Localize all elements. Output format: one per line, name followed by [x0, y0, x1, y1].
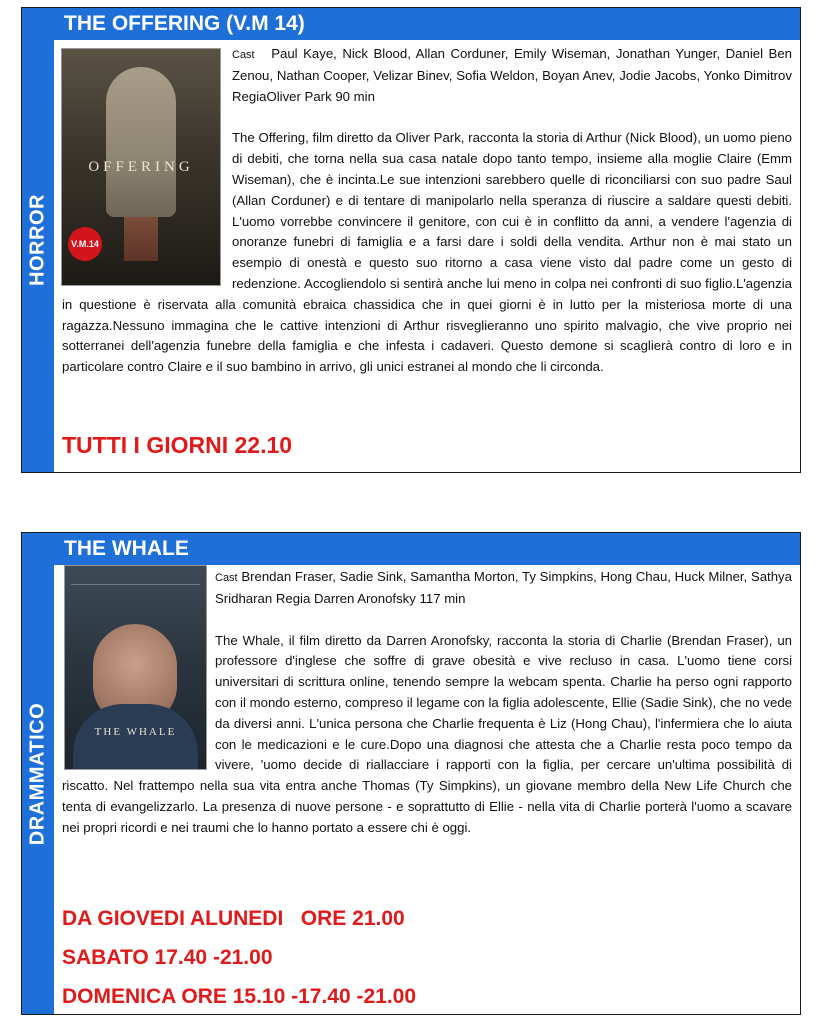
film-card-the-whale: [21, 532, 801, 1015]
cast-text: Brendan Fraser, Sadie Sink, Samantha Morton, Ty Simpkins, Hong Chau, Huck Milner, Sathya Sridharan Regia Darren Aronofsky 117 min: [215, 569, 792, 606]
schedule-line: TUTTI I GIORNI 22.10: [62, 432, 293, 458]
schedule-line: DOMENICA ORE 15.10 -17.40 -21.00: [62, 985, 417, 1008]
film-details: [62, 44, 792, 378]
poster-title: OFFERING: [88, 159, 194, 175]
cast-paragraph: [232, 44, 792, 107]
synopsis: The Whale, il film diretto da Darren Aronofsky, racconta la storia di Charlie (Brendan Fraser), un professore d'inglese che soffre di grave obesità e vive recluso in casa. L'uomo tiene corsi universitari di scrittura online, tenendo sempre la webcam spenta. Charlie ha perso ogni rapporto con il mondo esterno, compreso il legame con la figlia adolescente, Ellie (Sadie Sink), che no vede da diversi anni. L'unica persona che Charlie frequenta è Liz (Hong Chau), l'infermiera che lo aiuta con le medicazioni e le cure.Dopo una diagnosi che attesta che a Charlie resta poco tempo da vivere, 'uomo decide di riallacciare i rapporti con la figlia, per cercare un'ultima possibilità di riscatto. Nel frattempo nella sua vita entra anche Thomas (Ty Simpkins), un giovane membro della New Life Church che tenta di evangelizzarlo. La presenza di nuove persone - e soprattutto di Ellie - nella vita di Charlie porterà l'uomo a scavare nei propri ricordi e nei traumi che lo hanno portato a essere chi è oggi.: [62, 632, 792, 835]
poster-title: THE WHALE: [94, 726, 177, 738]
schedule: [62, 899, 416, 1016]
cast-label: Cast: [232, 49, 255, 61]
film-card-the-offering: [21, 7, 801, 473]
synopsis: The Offering, film diretto da Oliver Park, racconta la storia di Arthur (Nick Blood), un uomo pieno di debiti, che torna nella sua casa natale dopo tanto tempo, insieme alla moglie Claire (Emm Wiseman), che è incinta.Le sue intenzioni sarebbero quelle di riconciliarsi con suo padre Saul (Allan Corduner) e di tentare di manipolarlo nella speranza di riuscire a saldare questi debiti. L'uomo vorrebbe convincere il genitore, con cui è in conflitto da anni, a vendere l'agenzia di onoranze funebri di famiglia e a farsi dare i soldi della vendita. Arthur non è mai stato un esempio di onestà e questo suo ritorno a casa viene visto dal padre come un gesto di redenzione. Accogliendolo si sentirà anche lui meno in colpa nei confronti di suo figlio.L'agenzia in questione è riservata alla comunità ebraica chassidica che in quei giorni è in lutto per la misteriosa morte di una ragazza.Nessuno immagina che le cattive intenzioni di Arthur risveglieranno uno spirito malvagio, che vive proprio nei sotterranei dell'agenzia funebre della famiglia e che infesta i cadaveri. Questo demone si scaglierà contro di loro e in particolare contro Claire e il suo bambino in arrivo, gli unici estranei al mondo che li circonda.: [62, 130, 792, 375]
genre-label: HORROR: [26, 194, 49, 286]
film-details: [62, 567, 792, 839]
schedule-line: DA GIOVEDI ALUNEDI ORE 21.00: [62, 907, 405, 930]
age-rating-badge: V.M.14: [68, 227, 102, 261]
film-title: THE WHALE: [54, 533, 800, 565]
genre-sidebar: [22, 8, 54, 472]
genre-sidebar: [22, 533, 54, 1014]
genre-label: DRAMMATICO: [26, 702, 49, 845]
schedule-line: SABATO 17.40 -21.00: [62, 946, 273, 969]
cast-paragraph: [215, 567, 792, 610]
cast-label: Cast: [215, 572, 238, 584]
cast-text: Paul Kaye, Nick Blood, Allan Corduner, Emily Wiseman, Jonathan Yunger, Daniel Ben Zenou, Nathan Cooper, Velizar Binev, Sofia Weldon, Boyan Anev, Jodie Jacobs, Yonko Dimitrov RegiaOliver Park 90 min: [232, 46, 792, 104]
film-title: THE OFFERING (V.M 14): [54, 8, 800, 40]
